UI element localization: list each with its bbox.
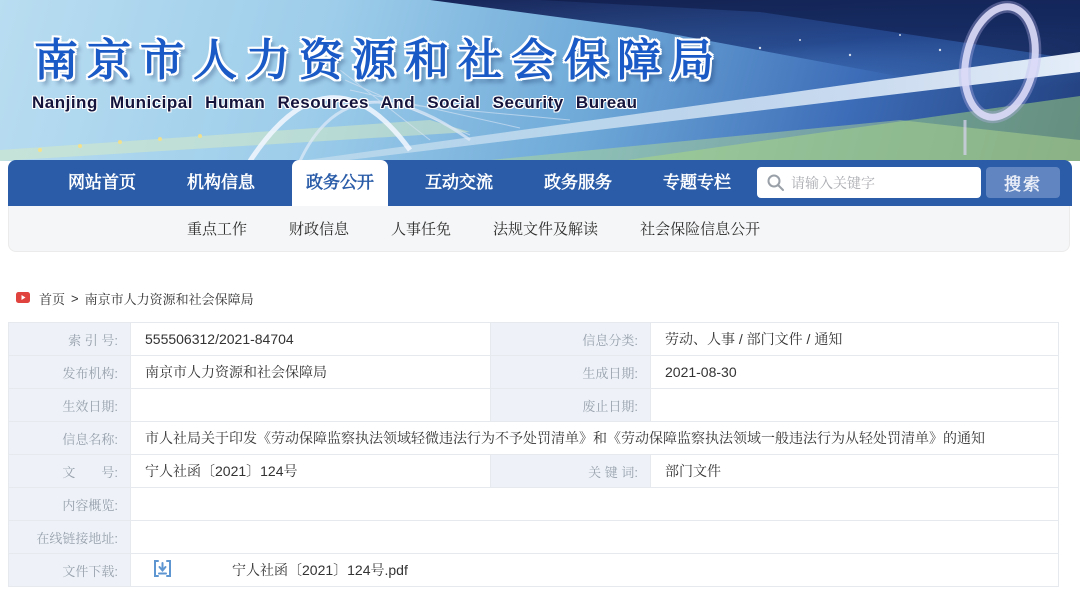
subnav-item-regulations[interactable]: 法规文件及解读 [493, 221, 599, 238]
site-title: 南京市人力资源和社会保障局 [34, 36, 723, 85]
table-row [9, 422, 1059, 455]
table-row [9, 488, 1059, 521]
breadcrumb-marker-icon [16, 291, 30, 306]
subnav-item-personnel[interactable]: 人事任免 [391, 221, 452, 238]
table-row [9, 389, 1059, 422]
table-row [9, 554, 1059, 587]
category-value: 劳动、人事 / 部门文件 / 通知 [651, 323, 1059, 356]
index-number-label: 索 引 号: [9, 323, 131, 356]
search-icon [766, 173, 785, 192]
keyword-label: 关 键 词: [491, 455, 651, 488]
nav-item-gov-disclosure[interactable]: 政务公开 [292, 160, 388, 206]
category-label: 信息分类: [491, 323, 651, 356]
doc-name-value: 市人社局关于印发《劳动保障监察执法领域轻微违法行为不予处罚清单》和《劳动保障监察执法领域一般违法行为从轻处罚清单》的通知 [131, 422, 1059, 455]
index-number-value: 555506312/2021-84704 [131, 323, 491, 356]
file-download-cell [131, 554, 1059, 587]
online-link-label: 在线链接地址: [9, 521, 131, 554]
subnav-item-social-insurance[interactable]: 社会保险信息公开 [640, 221, 761, 238]
summary-label: 内容概览: [9, 488, 131, 521]
table-row [9, 521, 1059, 554]
created-date-label: 生成日期: [491, 356, 651, 389]
breadcrumb-home-link[interactable]: 首页 [39, 292, 66, 307]
download-icon[interactable] [153, 559, 172, 581]
breadcrumb [16, 289, 254, 308]
effective-date-value [131, 389, 491, 422]
document-info-table [8, 322, 1059, 587]
banner-image [0, 0, 1080, 161]
search-input[interactable] [757, 167, 981, 198]
expiry-date-label: 废止日期: [491, 389, 651, 422]
download-file-link[interactable]: 宁人社函〔2021〕124号.pdf [232, 562, 408, 578]
online-link-value [131, 521, 1059, 554]
table-row [9, 356, 1059, 389]
main-nav [8, 160, 1072, 206]
doc-number-value: 宁人社函〔2021〕124号 [131, 455, 491, 488]
publisher-value: 南京市人力资源和社会保障局 [131, 356, 491, 389]
keyword-value: 部门文件 [651, 455, 1059, 488]
nav-item-special-topics[interactable]: 专题专栏 [663, 173, 731, 192]
table-row [9, 323, 1059, 356]
sub-nav [8, 206, 1070, 252]
search-button[interactable]: 搜索 [986, 167, 1060, 198]
summary-value [131, 488, 1059, 521]
publisher-label: 发布机构: [9, 356, 131, 389]
nav-item-org-info[interactable]: 机构信息 [187, 173, 255, 192]
breadcrumb-separator: > [71, 291, 79, 306]
created-date-value: 2021-08-30 [651, 356, 1059, 389]
nav-item-home[interactable]: 网站首页 [68, 173, 136, 192]
doc-number-label: 文 号: [9, 455, 131, 488]
expiry-date-value [651, 389, 1059, 422]
nav-items [8, 160, 768, 206]
search-area [757, 167, 1060, 198]
site-title-english: Nanjing Municipal Human Resources And Social Security Bureau [32, 93, 638, 112]
doc-name-label: 信息名称: [9, 422, 131, 455]
effective-date-label: 生效日期: [9, 389, 131, 422]
nav-item-gov-services[interactable]: 政务服务 [544, 173, 612, 192]
subnav-item-fiscal-info[interactable]: 财政信息 [289, 221, 350, 238]
nav-item-interaction[interactable]: 互动交流 [425, 173, 493, 192]
table-row [9, 455, 1059, 488]
file-download-label: 文件下载: [9, 554, 131, 587]
breadcrumb-current: 南京市人力资源和社会保障局 [84, 292, 254, 307]
subnav-item-key-work[interactable]: 重点工作 [187, 221, 248, 238]
